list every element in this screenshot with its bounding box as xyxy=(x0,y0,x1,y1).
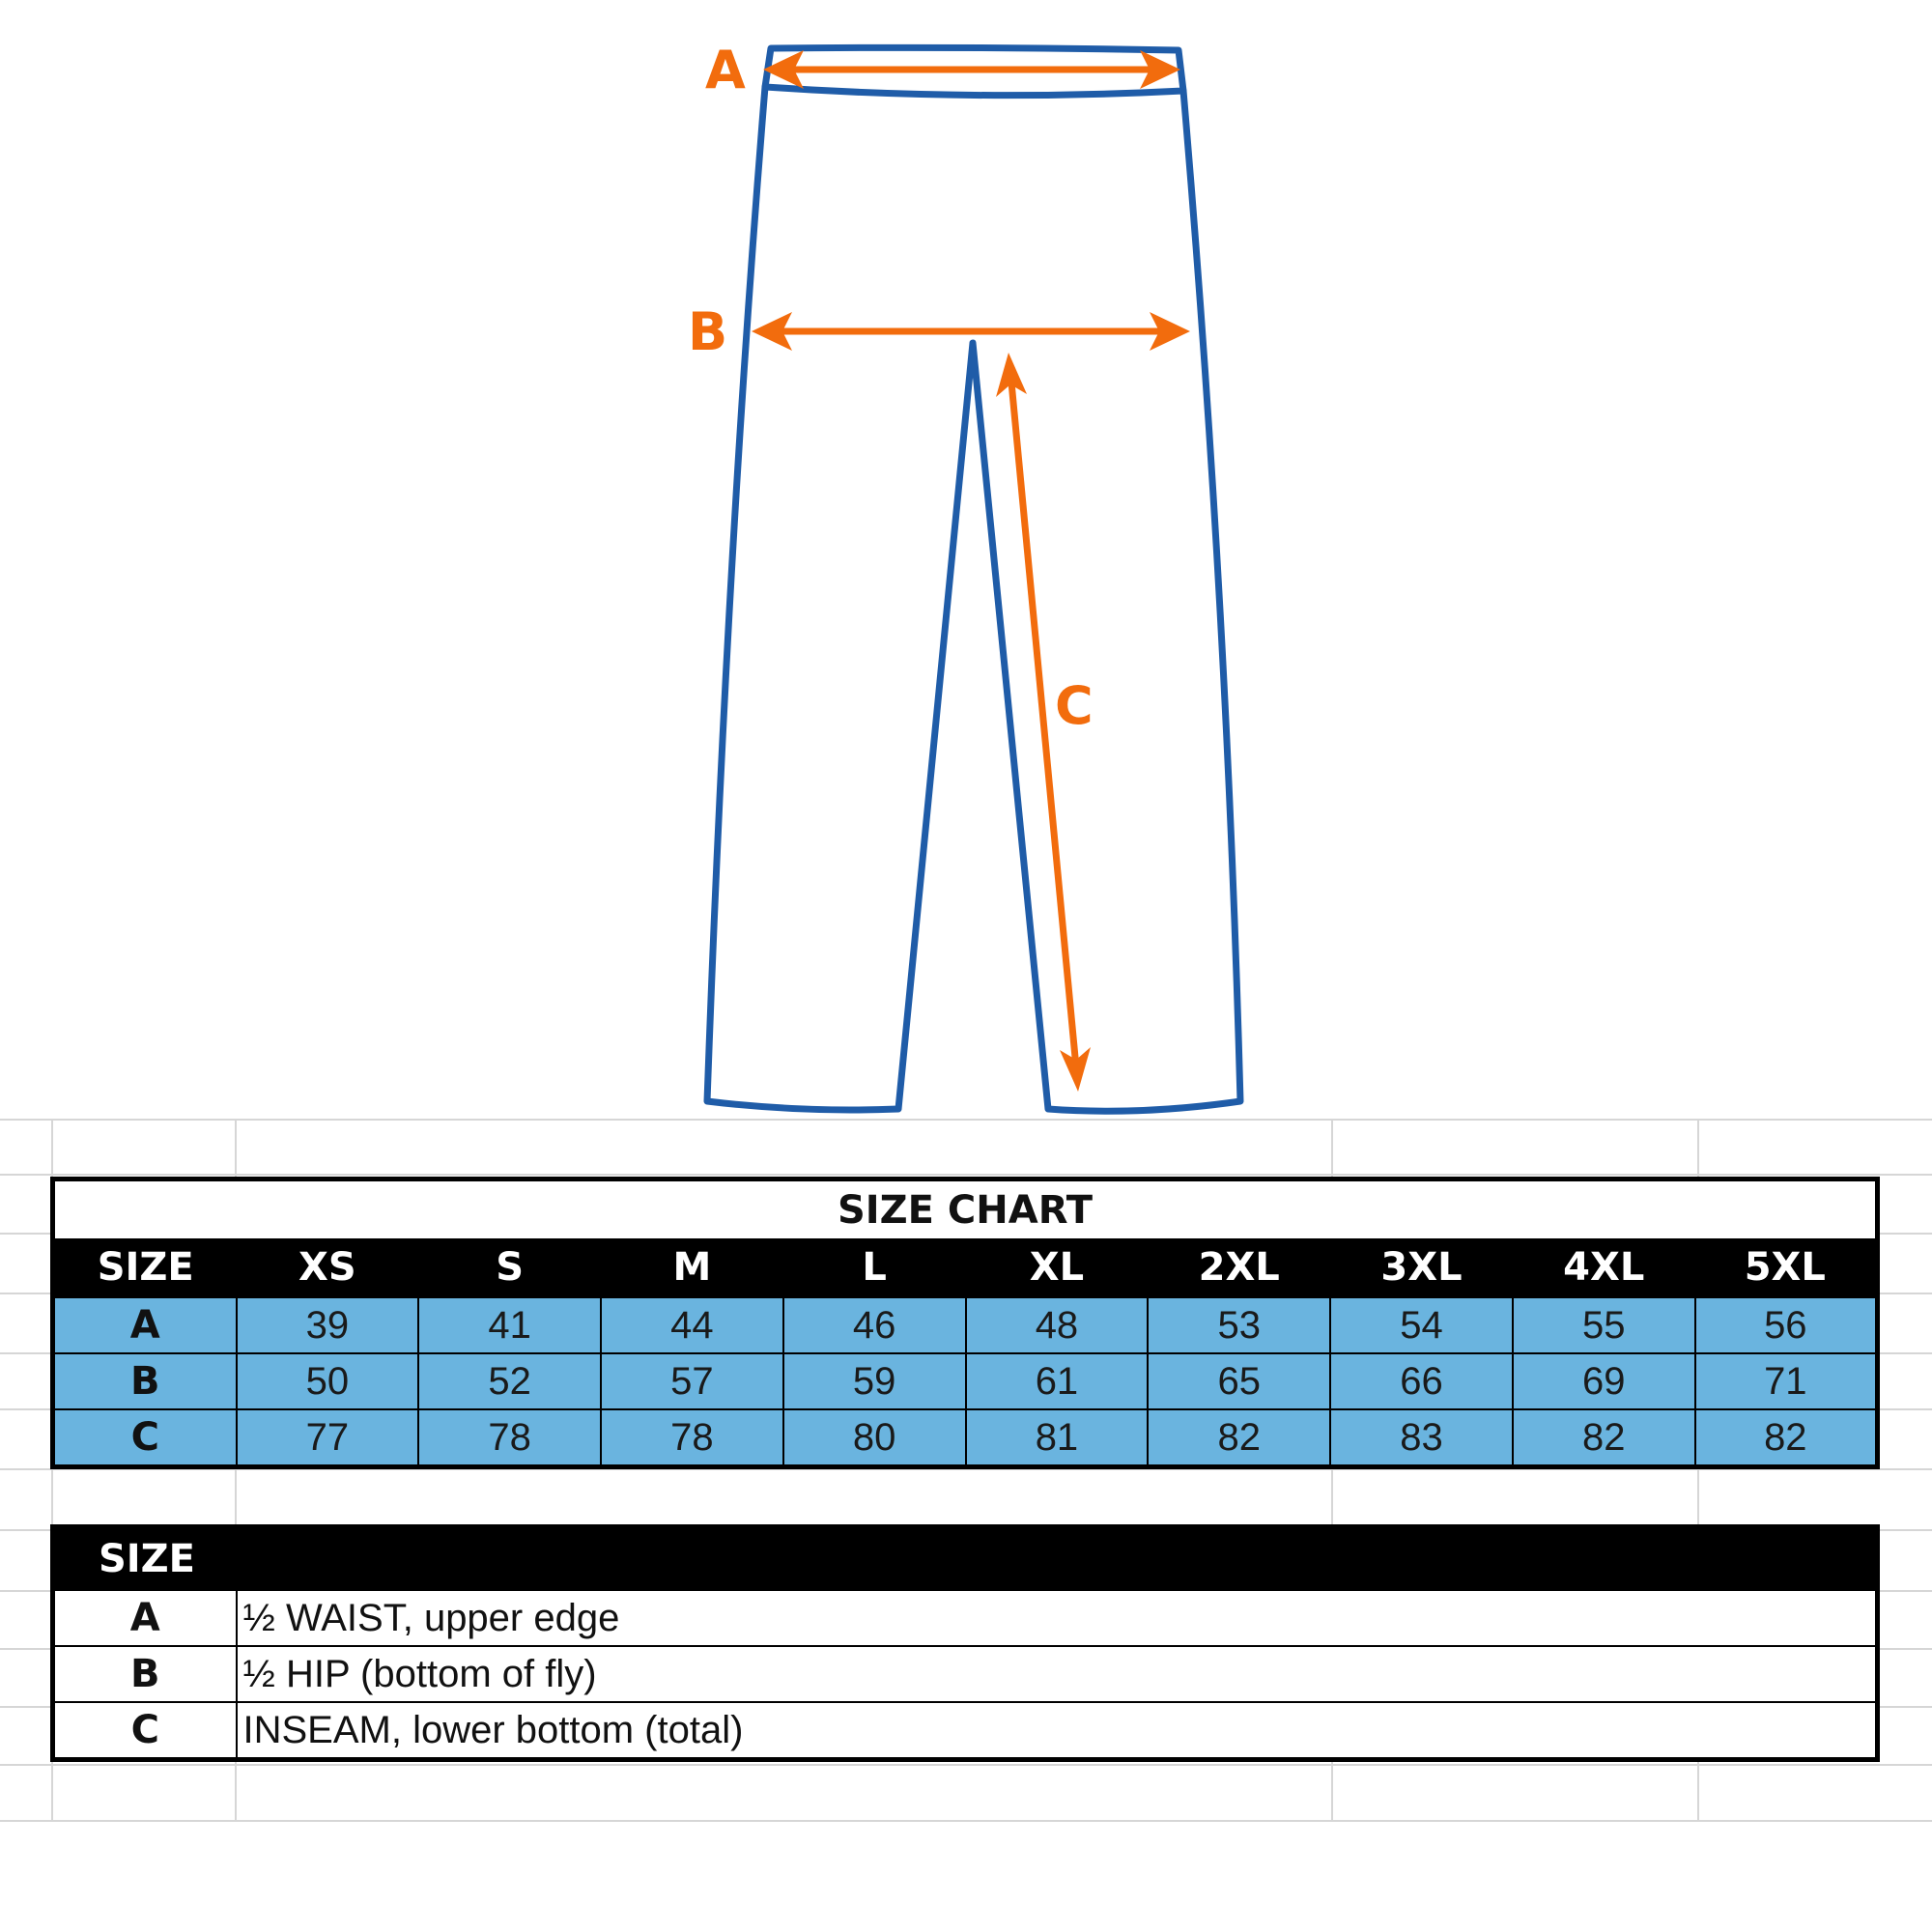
table-cell: 65 xyxy=(1148,1353,1330,1409)
legend-header-label: SIZE xyxy=(98,1537,196,1581)
gridline xyxy=(0,1119,1932,1121)
gridline xyxy=(0,1820,1932,1822)
label-c: C xyxy=(1055,675,1094,736)
table-cell: 82 xyxy=(1695,1409,1878,1467)
table-cell: 78 xyxy=(418,1409,601,1467)
arrow-a xyxy=(763,50,1180,89)
row-label: C xyxy=(53,1409,237,1467)
legend-description: INSEAM, lower bottom (total) xyxy=(237,1702,1878,1760)
table-cell: 81 xyxy=(966,1409,1149,1467)
table-row xyxy=(53,1297,1878,1353)
table-cell: 80 xyxy=(783,1409,966,1467)
table-cell: 61 xyxy=(966,1353,1149,1409)
size-5xl-header: 5XL xyxy=(1695,1238,1878,1297)
label-b: B xyxy=(688,301,728,362)
legend-table xyxy=(50,1524,1880,1762)
size-4xl-header: 4XL xyxy=(1513,1238,1695,1297)
pants-outline xyxy=(707,87,1240,1111)
size-header-label: SIZE xyxy=(53,1238,237,1297)
gridline xyxy=(0,1174,1932,1176)
table-row xyxy=(53,1353,1878,1409)
table-cell: 55 xyxy=(1513,1297,1695,1353)
table-cell: 53 xyxy=(1148,1297,1330,1353)
row-label: C xyxy=(53,1702,237,1760)
size-l-header: L xyxy=(783,1238,966,1297)
table-cell: 39 xyxy=(237,1297,419,1353)
table-cell: 50 xyxy=(237,1353,419,1409)
table-cell: 41 xyxy=(418,1297,601,1353)
table-row xyxy=(53,1409,1878,1467)
legend-row xyxy=(53,1646,1878,1702)
table-cell: 59 xyxy=(783,1353,966,1409)
legend-row xyxy=(53,1590,1878,1646)
table-cell: 77 xyxy=(237,1409,419,1467)
size-m-header: M xyxy=(601,1238,783,1297)
row-label: A xyxy=(53,1590,237,1646)
table-cell: 82 xyxy=(1513,1409,1695,1467)
row-label: A xyxy=(53,1297,237,1353)
table-cell: 66 xyxy=(1330,1353,1513,1409)
legend-description: ½ WAIST, upper edge xyxy=(237,1590,1878,1646)
table-cell: 57 xyxy=(601,1353,783,1409)
table-cell: 69 xyxy=(1513,1353,1695,1409)
legend-header-row xyxy=(53,1527,1878,1591)
size-3xl-header: 3XL xyxy=(1330,1238,1513,1297)
table-cell: 52 xyxy=(418,1353,601,1409)
table-cell: 44 xyxy=(601,1297,783,1353)
table-cell: 71 xyxy=(1695,1353,1878,1409)
size-chart-title: SIZE CHART xyxy=(53,1179,1878,1239)
size-header-row xyxy=(53,1238,1878,1297)
legend-description: ½ HIP (bottom of fly) xyxy=(237,1646,1878,1702)
table-cell: 78 xyxy=(601,1409,783,1467)
size-chart-table xyxy=(50,1177,1880,1469)
size-s-header: S xyxy=(418,1238,601,1297)
size-xs-header: XS xyxy=(237,1238,419,1297)
label-a: A xyxy=(705,40,746,100)
table-cell: 48 xyxy=(966,1297,1149,1353)
size-2xl-header: 2XL xyxy=(1148,1238,1330,1297)
size-xl-header: XL xyxy=(966,1238,1149,1297)
table-cell: 54 xyxy=(1330,1297,1513,1353)
row-label: B xyxy=(53,1646,237,1702)
table-cell: 46 xyxy=(783,1297,966,1353)
table-cell: 83 xyxy=(1330,1409,1513,1467)
table-cell: 56 xyxy=(1695,1297,1878,1353)
legend-row xyxy=(53,1702,1878,1760)
table-cell: 82 xyxy=(1148,1409,1330,1467)
row-label: B xyxy=(53,1353,237,1409)
gridline xyxy=(0,1764,1932,1766)
